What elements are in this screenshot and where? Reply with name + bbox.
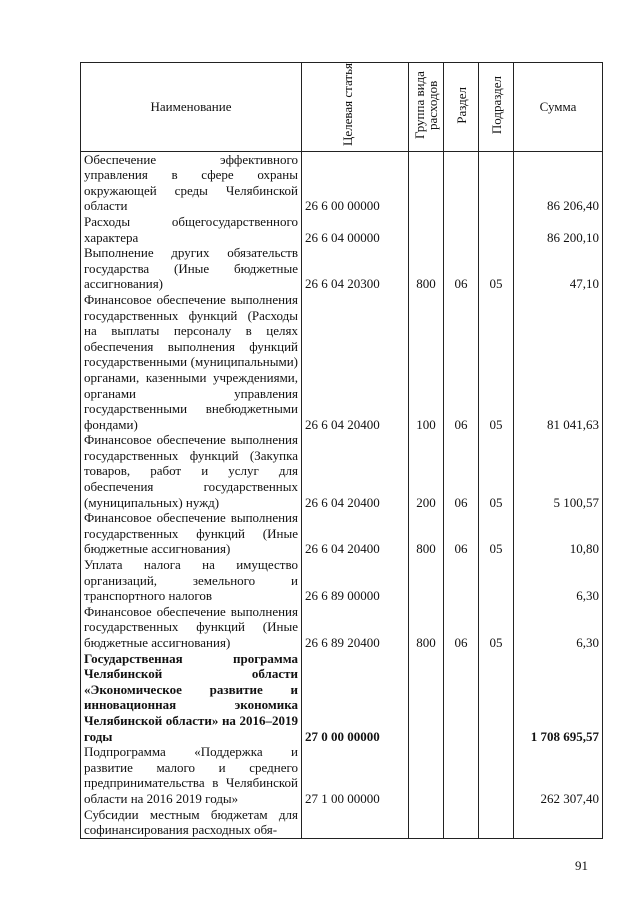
row-expense-group <box>409 651 444 745</box>
row-name: Финансовое обеспечение выполнения государственных функций (Закупка товаров, работ и услуг для обеспечения государственных (муниципальных) нужд) <box>81 432 302 510</box>
page-number: 91 <box>575 858 588 873</box>
row-section <box>444 744 479 806</box>
row-target-article: 26 6 04 20400 <box>302 292 409 432</box>
header-name: Наименование <box>81 63 302 152</box>
header-target-article <box>302 63 409 152</box>
row-subsection: 05 <box>479 292 514 432</box>
row-sum: 262 307,40 <box>514 744 603 806</box>
budget-table <box>80 62 603 839</box>
row-subsection <box>479 651 514 745</box>
header-target-article-label: Целевая статья <box>340 63 355 147</box>
row-sum: 6,30 <box>514 604 603 651</box>
row-subsection <box>479 807 514 839</box>
row-name: Подпрограмма «Поддержка и развитие малого и среднего предпринимательства в Челябинской области на 2016 2019 годы» <box>81 744 302 806</box>
table-row <box>81 432 603 510</box>
row-subsection <box>479 557 514 604</box>
row-expense-group: 200 <box>409 432 444 510</box>
row-expense-group <box>409 151 444 214</box>
row-sum: 6,30 <box>514 557 603 604</box>
row-name: Финансовое обеспечение выполнения государственных функций (Иные бюджетные ассигнования) <box>81 510 302 557</box>
row-section <box>444 557 479 604</box>
row-sum: 86 206,40 <box>514 151 603 214</box>
row-name: Государственная программа Челябинской области «Экономическое развитие и инновационная экономика Челябинской области» на 2016–2019 годы <box>81 651 302 745</box>
row-target-article <box>302 807 409 839</box>
row-sum: 10,80 <box>514 510 603 557</box>
table-row <box>81 214 603 245</box>
table-row <box>81 245 603 292</box>
table-row <box>81 557 603 604</box>
row-subsection: 05 <box>479 245 514 292</box>
row-section <box>444 151 479 214</box>
header-sum: Сумма <box>514 63 603 152</box>
row-name: Финансовое обеспечение выполнения государственных функций (Иные бюджетные ассигнования) <box>81 604 302 651</box>
row-target-article: 27 0 00 00000 <box>302 651 409 745</box>
row-sum: 81 041,63 <box>514 292 603 432</box>
table-row <box>81 604 603 651</box>
row-subsection <box>479 151 514 214</box>
row-subsection <box>479 214 514 245</box>
row-subsection: 05 <box>479 432 514 510</box>
header-section-label: Раздел <box>453 86 469 124</box>
row-sum: 47,10 <box>514 245 603 292</box>
row-name: Обеспечение эффективного управления в сфере охраны окружающей среды Челябинской области <box>81 151 302 214</box>
row-name: Субсидии местным бюджетам для софинансирования расходных обя- <box>81 807 302 839</box>
row-expense-group <box>409 744 444 806</box>
row-name: Финансовое обеспечение выполнения государственных функций (Расходы на выплаты персоналу в целях обеспечения выполнения функций государственными (муниципальными) органами, казенными учреждениями, органами управления государственными внебюджетными фондами) <box>81 292 302 432</box>
row-expense-group: 800 <box>409 245 444 292</box>
header-section <box>444 63 479 152</box>
table-row <box>81 807 603 839</box>
row-target-article: 26 6 04 20300 <box>302 245 409 292</box>
header-expense-group-label: Группа вида расходов <box>412 71 440 139</box>
row-target-article: 26 6 04 20400 <box>302 510 409 557</box>
row-expense-group: 800 <box>409 604 444 651</box>
row-expense-group <box>409 557 444 604</box>
row-subsection: 05 <box>479 604 514 651</box>
header-subsection <box>479 63 514 152</box>
table-row <box>81 510 603 557</box>
row-expense-group <box>409 214 444 245</box>
row-expense-group: 800 <box>409 510 444 557</box>
header-subsection-label: Подраздел <box>488 75 504 135</box>
row-target-article: 26 6 00 00000 <box>302 151 409 214</box>
row-section: 06 <box>444 510 479 557</box>
row-target-article: 26 6 04 20400 <box>302 432 409 510</box>
row-target-article: 27 1 00 00000 <box>302 744 409 806</box>
row-target-article: 26 6 89 20400 <box>302 604 409 651</box>
row-name: Расходы общегосударственного характера <box>81 214 302 245</box>
row-section <box>444 651 479 745</box>
row-expense-group: 100 <box>409 292 444 432</box>
header-expense-group <box>409 63 444 152</box>
row-expense-group <box>409 807 444 839</box>
row-target-article: 26 6 89 00000 <box>302 557 409 604</box>
row-section: 06 <box>444 292 479 432</box>
row-sum: 5 100,57 <box>514 432 603 510</box>
row-section: 06 <box>444 245 479 292</box>
row-section: 06 <box>444 432 479 510</box>
table-row <box>81 292 603 432</box>
row-subsection <box>479 744 514 806</box>
row-name: Уплата налога на имущество организаций, земельного и транспортного налогов <box>81 557 302 604</box>
row-name: Выполнение других обязательств государства (Иные бюджетные ассигнования) <box>81 245 302 292</box>
table-row <box>81 744 603 806</box>
row-target-article: 26 6 04 00000 <box>302 214 409 245</box>
table-body <box>81 151 603 838</box>
row-sum <box>514 807 603 839</box>
table-row <box>81 151 603 214</box>
table-row <box>81 651 603 745</box>
table-header-row <box>81 63 603 152</box>
row-sum: 1 708 695,57 <box>514 651 603 745</box>
row-sum: 86 200,10 <box>514 214 603 245</box>
row-section: 06 <box>444 604 479 651</box>
row-section <box>444 807 479 839</box>
row-subsection: 05 <box>479 510 514 557</box>
row-section <box>444 214 479 245</box>
